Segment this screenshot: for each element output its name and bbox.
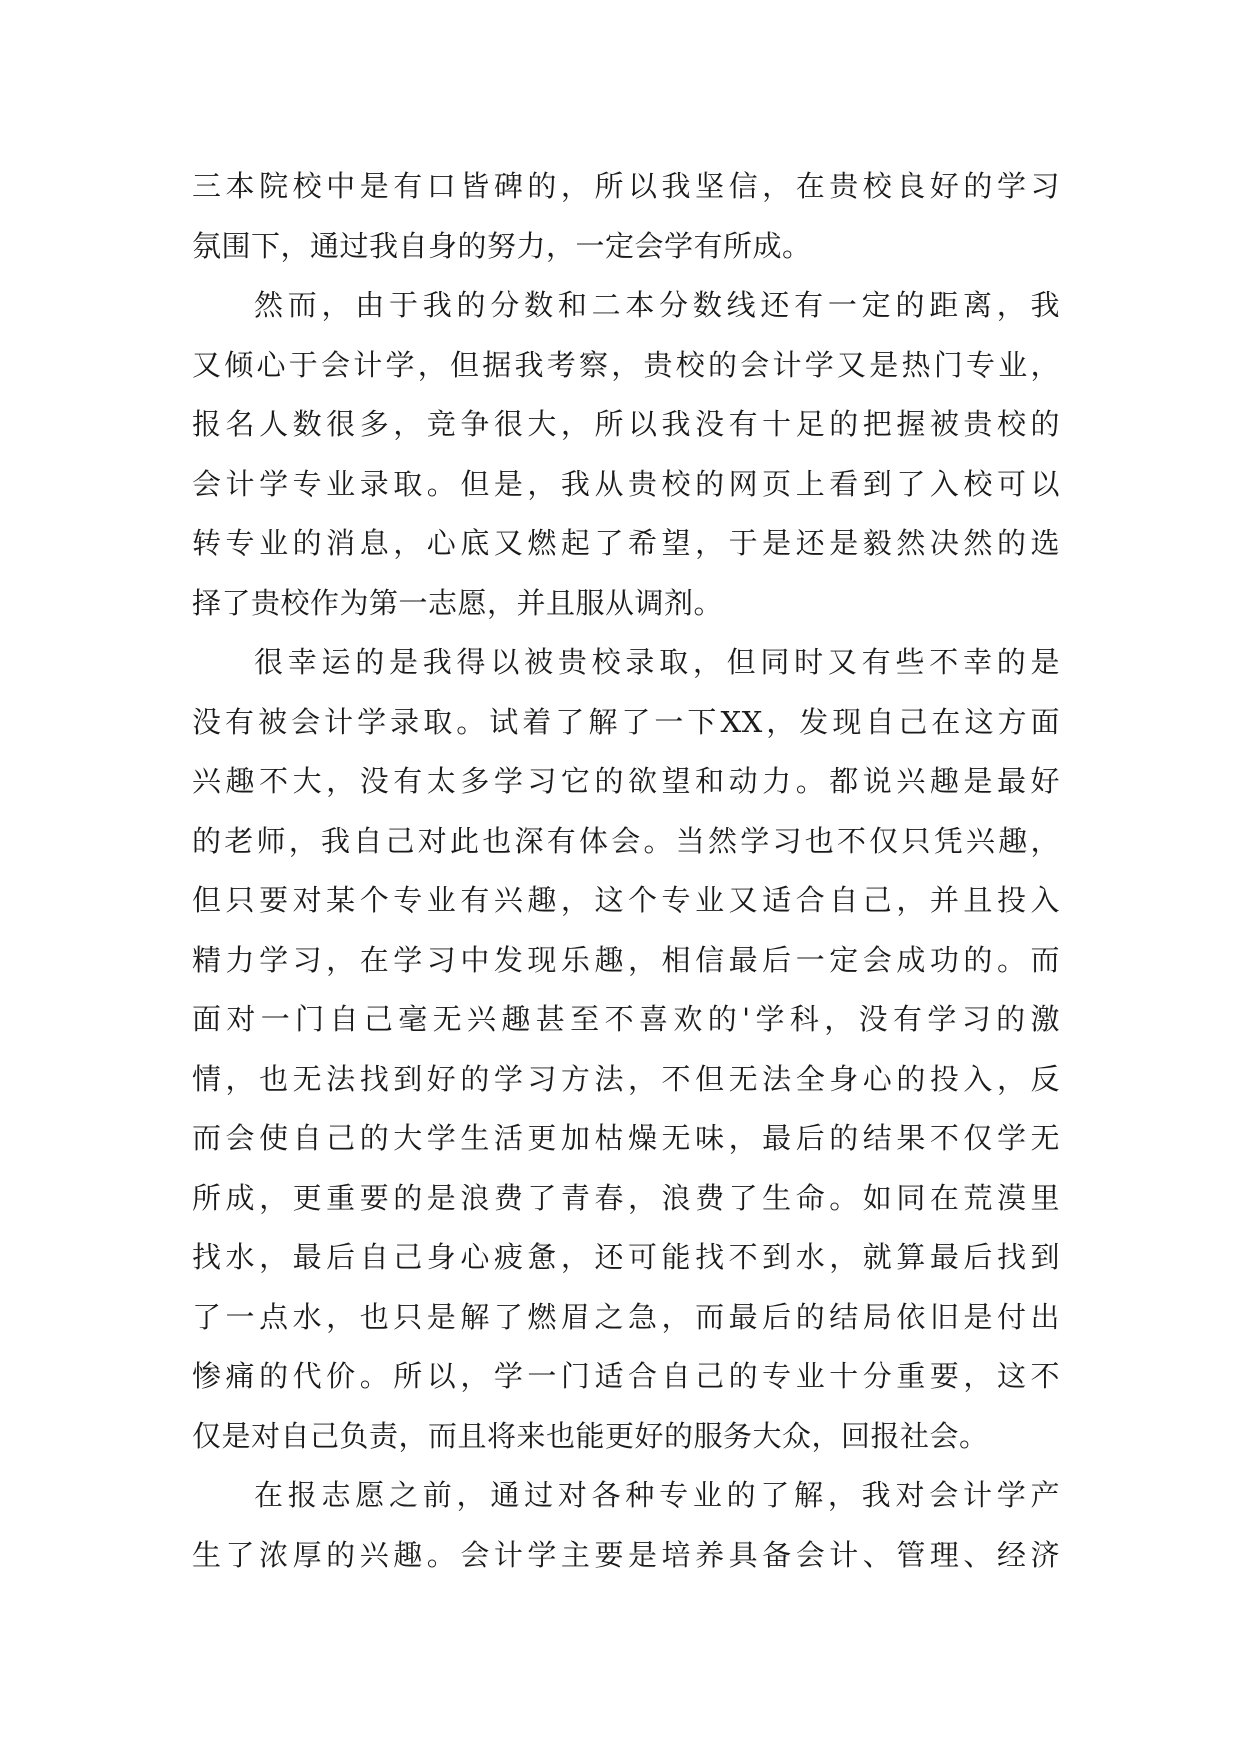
text-line: 了一点水，也只是解了燃眉之急，而最后的结局依旧是付出: [192, 1299, 1060, 1334]
text-line: 而会使自己的大学生活更加枯燥无味，最后的结果不仅学无: [192, 1121, 1060, 1155]
text-line: 又倾心于会计学，但据我考察，贵校的会计学又是热门专业，: [192, 347, 1060, 382]
text-line: 三本院校中是有口皆碑的，所以我坚信，在贵校良好的学习: [192, 169, 1060, 203]
text-line: 精力学习，在学习中发现乐趣，相信最后一定会成功的。而: [192, 942, 1060, 977]
text-line: 所成，更重要的是浪费了青春，浪费了生命。如同在荒漠里: [192, 1180, 1060, 1215]
text-line: 很幸运的是我得以被贵校录取，但同时又有些不幸的是: [254, 645, 1060, 679]
text-line: 生了浓厚的兴趣。会计学主要是培养具备会计、管理、经济: [192, 1537, 1060, 1572]
text-line: 在报志愿之前，通过对各种专业的了解，我对会计学产: [254, 1478, 1060, 1512]
text-line: 然而，由于我的分数和二本分数线还有一定的距离，我: [254, 288, 1060, 322]
text-line: 会计学专业录取。但是，我从贵校的网页上看到了入校可以: [192, 466, 1060, 501]
text-line: 仅是对自己负责，而且将来也能更好的服务大众，回报社会。: [192, 1418, 989, 1453]
text-line: 的老师，我自己对此也深有体会。当然学习也不仅只凭兴趣，: [192, 823, 1060, 858]
text-line: 但只要对某个专业有兴趣，这个专业又适合自己，并且投入: [192, 883, 1060, 917]
text-line: 面对一门自己毫无兴趣甚至不喜欢的'学科，没有学习的激: [192, 1002, 1060, 1036]
text-line: 找水，最后自己身心疲惫，还可能找不到水，就算最后找到: [192, 1240, 1060, 1274]
text-line: 报名人数很多，竞争很大，所以我没有十足的把握被贵校的: [192, 407, 1060, 441]
text-line: 情，也无法找到好的学习方法，不但无法全身心的投入，反: [192, 1061, 1060, 1096]
body-text: [192, 157, 1060, 1585]
text-line: 惨痛的代价。所以，学一门适合自己的专业十分重要，这不: [192, 1359, 1060, 1393]
text-line: 氛围下，通过我自身的努力，一定会学有所成。: [192, 228, 812, 263]
text-line: 没有被会计学录取。试着了解了一下XX，发现自己在这方面: [192, 704, 1060, 739]
text-line: 转专业的消息，心底又燃起了希望，于是还是毅然决然的选: [192, 526, 1060, 560]
text-line: 兴趣不大，没有太多学习它的欲望和动力。都说兴趣是最好: [192, 764, 1060, 798]
text-line: 择了贵校作为第一志愿，并且服从调剂。: [192, 585, 724, 620]
